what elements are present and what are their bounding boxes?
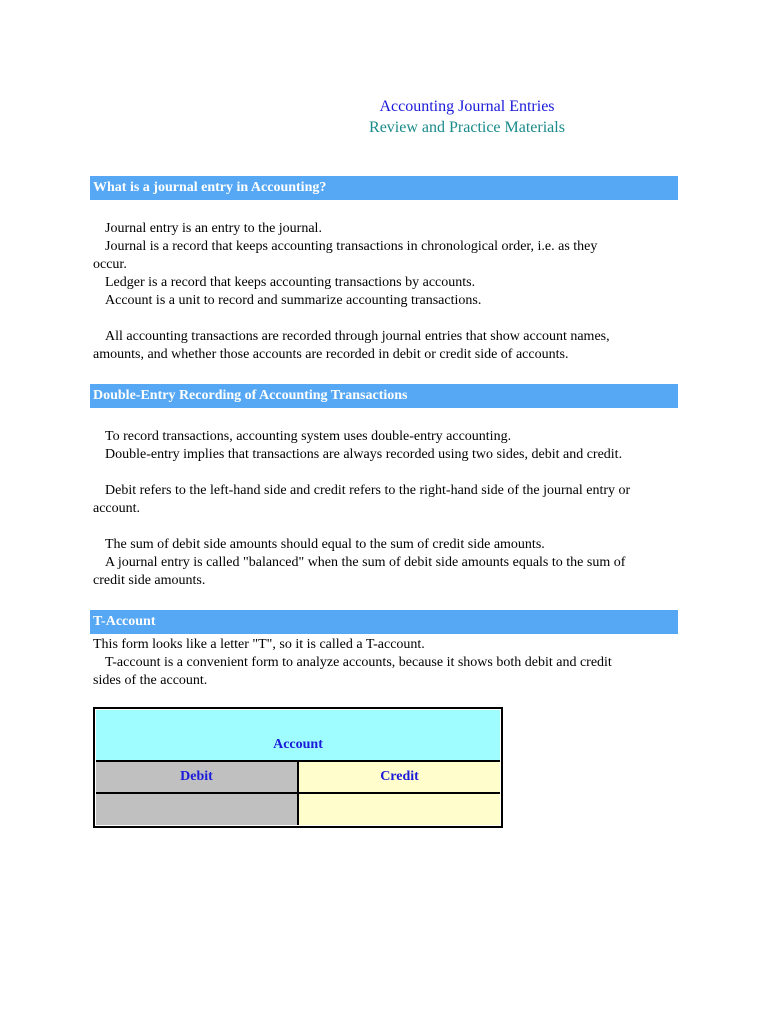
text-line: Double-entry implies that transactions are always recorded using two sides, debit and credit.	[105, 447, 623, 462]
t-account-debit-cell	[96, 794, 299, 825]
section-heading-t-account: T-Account	[90, 610, 678, 634]
text-line	[93, 310, 678, 328]
text-line: The sum of debit side amounts should equal to the sum of credit side amounts.	[105, 537, 545, 552]
section-heading-double-entry: Double-Entry Recording of Accounting Transactions	[90, 384, 678, 408]
text-line: All accounting transactions are recorded through journal entries that show account names,	[105, 329, 610, 344]
t-account-credit-header: Credit	[299, 762, 500, 794]
section-body-journal-entry	[93, 220, 678, 364]
t-account-debit-header: Debit	[96, 762, 299, 794]
text-line: Ledger is a record that keeps accounting transactions by accounts.	[105, 275, 476, 290]
text-line	[93, 464, 678, 482]
document-subtitle: Review and Practice Materials	[369, 119, 565, 136]
text-line: Journal is a record that keeps accounting transactions in chronological order, i.e. as they	[105, 239, 598, 254]
t-account-table	[93, 707, 503, 828]
t-account-title: Account	[96, 710, 500, 762]
text-line: account.	[93, 501, 141, 516]
text-line: To record transactions, accounting system uses double-entry accounting.	[105, 429, 512, 444]
text-line: amounts, and whether those accounts are recorded in debit or credit side of accounts.	[93, 347, 569, 362]
text-line: sides of the account.	[93, 673, 208, 688]
section-heading-journal-entry: What is a journal entry in Accounting?	[90, 176, 678, 200]
document-title: Accounting Journal Entries	[379, 98, 555, 115]
text-line: occur.	[93, 257, 127, 272]
text-line: credit side amounts.	[93, 573, 206, 588]
text-line: Debit refers to the left-hand side and credit refers to the right-hand side of the journal entry or	[105, 483, 631, 498]
text-line: Journal entry is an entry to the journal.	[105, 221, 322, 236]
text-line: This form looks like a letter "T", so it is called a T-account.	[93, 637, 425, 652]
section-body-double-entry	[93, 428, 678, 590]
text-line: T-account is a convenient form to analyze accounts, because it shows both debit and credit	[105, 655, 612, 670]
text-line	[93, 518, 678, 536]
text-line: Account is a unit to record and summarize accounting transactions.	[105, 293, 482, 308]
text-line: A journal entry is called "balanced" when the sum of debit side amounts equals to the sum of	[105, 555, 626, 570]
section-body-t-account	[93, 636, 678, 690]
t-account-credit-cell	[299, 794, 500, 825]
